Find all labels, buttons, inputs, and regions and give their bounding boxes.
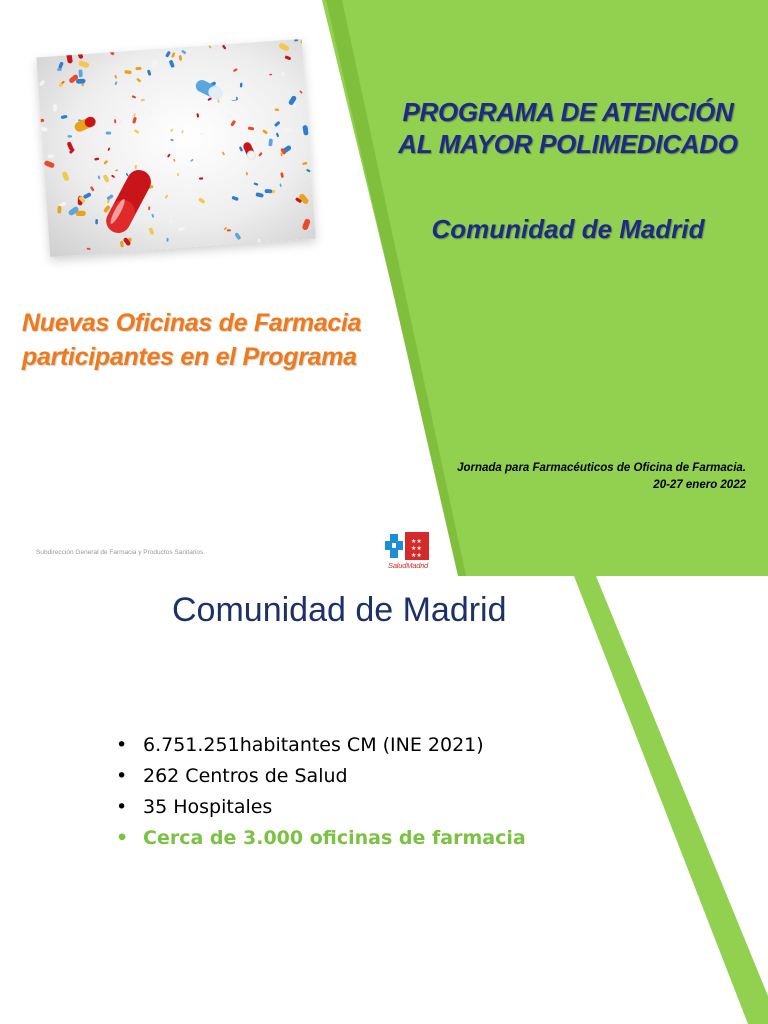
- pill-dot: [131, 95, 136, 99]
- pill-dot: [165, 51, 171, 58]
- pill-dot: [207, 97, 212, 101]
- pill-dot: [234, 232, 241, 240]
- pill-dot: [299, 90, 303, 94]
- pill-dot: [57, 206, 61, 214]
- pill-dot: [78, 69, 82, 77]
- pill-dot: [233, 68, 238, 72]
- pill-dot: [167, 153, 171, 157]
- pill-dot: [239, 146, 243, 152]
- section-title: [22, 306, 402, 374]
- pill-dot: [222, 151, 225, 155]
- pill-dot: [276, 132, 280, 137]
- pill-dot: [148, 206, 150, 210]
- pill-dot: [253, 182, 258, 186]
- pill-dot: [246, 172, 249, 176]
- program-title-line2: AL MAYOR POLIMEDICADO: [398, 129, 738, 159]
- pill-dot: [124, 70, 132, 74]
- pill-dot: [47, 154, 54, 158]
- pills-photo: [36, 39, 315, 257]
- salud-madrid-logo: [384, 530, 432, 574]
- pill-dot: [90, 186, 95, 192]
- pill-dot: [114, 75, 117, 79]
- pill-dot: [87, 248, 91, 250]
- pill-dot: [78, 60, 90, 68]
- pill-dot: [227, 229, 231, 231]
- pill-dot: [170, 128, 174, 132]
- logo-text: SaludMadrid: [388, 561, 428, 570]
- pill-dot: [170, 139, 173, 141]
- pill-dot: [198, 69, 203, 72]
- pill-dot: [248, 126, 255, 130]
- pill-dot: [268, 138, 273, 146]
- slide-title: Comunidad de Madrid: [172, 591, 507, 629]
- pill-dot: [306, 169, 311, 173]
- pill-dot: [58, 61, 64, 69]
- pill-dot: [57, 68, 62, 70]
- pill-dot: [95, 219, 98, 224]
- info-slide: [0, 576, 768, 1024]
- pill-dot: [177, 173, 179, 176]
- pill-dot: [151, 214, 154, 218]
- pill-dot: [280, 172, 284, 178]
- pill-dot: [171, 52, 176, 58]
- pill-dot: [119, 173, 125, 179]
- pill-dot: [114, 81, 117, 85]
- pill-dot: [103, 174, 110, 183]
- pill-dot: [147, 69, 152, 76]
- svg-text:★★: ★★: [411, 552, 422, 559]
- pill-dot: [136, 78, 141, 83]
- pill-dot: [278, 42, 290, 52]
- pill-dot: [262, 129, 268, 134]
- pill-dot: [108, 147, 111, 151]
- pill-dot: [240, 83, 243, 88]
- pill-dot: [302, 218, 312, 231]
- section-title-line1: Nuevas Oficinas de Farmacia: [22, 309, 362, 337]
- pill-dot: [199, 177, 203, 179]
- pill-dot: [135, 67, 141, 70]
- pill-dot: [190, 159, 194, 162]
- program-title: [366, 96, 768, 160]
- list-item: • 6.751.251habitantes CM (INE 2021): [116, 730, 526, 761]
- pill-dot: [302, 162, 307, 166]
- pill-dot: [258, 239, 261, 243]
- footer-text: Subdirección General de Farmacia y Productos Sanitarios.: [36, 549, 206, 556]
- svg-text:★★: ★★: [411, 538, 422, 545]
- pill-dot: [120, 241, 124, 248]
- pill-dot: [62, 171, 70, 182]
- pill-dot: [294, 39, 298, 42]
- pill-dot: [44, 160, 56, 169]
- pill-dot: [119, 97, 125, 102]
- pill-dot: [208, 45, 211, 48]
- pill-dot: [298, 193, 310, 205]
- pill-dot: [179, 55, 183, 61]
- pill-dot: [166, 57, 171, 60]
- pill-dot: [115, 169, 118, 171]
- pill-dot: [230, 120, 236, 127]
- program-subtitle: Comunidad de Madrid: [431, 214, 705, 244]
- pill-dot: [223, 227, 227, 231]
- pill-dot: [274, 121, 281, 127]
- pill-dot: [181, 130, 184, 133]
- pill-dot: [178, 227, 185, 232]
- pill-dot: [126, 173, 129, 177]
- list-item: • 262 Centros de Salud: [116, 761, 526, 792]
- facts-list: [116, 730, 526, 854]
- pill-dot: [166, 238, 168, 242]
- program-title-line1: PROGRAMA DE ATENCIÓN: [402, 97, 734, 127]
- pill-dot: [111, 175, 115, 179]
- event-info: [400, 460, 746, 494]
- pill-dot: [132, 117, 137, 124]
- pill-dot: [279, 183, 281, 187]
- pill-dot: [198, 197, 206, 204]
- pill-dot: [134, 165, 137, 169]
- pill-dot: [169, 60, 175, 69]
- event-date: 20-27 enero 2022: [653, 479, 746, 491]
- pill-dot: [39, 80, 46, 87]
- pill-dot: [83, 192, 92, 199]
- pill-dot: [284, 55, 291, 60]
- list-item-highlight: • Cerca de 3.000 oficinas de farmacia: [116, 823, 526, 854]
- pill-dot: [222, 45, 227, 50]
- pill-dot: [106, 132, 112, 135]
- pill-dot: [217, 99, 220, 103]
- pill-dot: [280, 153, 282, 157]
- section-title-line2: participantes en el Programa: [22, 343, 357, 371]
- pill-dot: [169, 220, 172, 224]
- pill-dot: [164, 194, 168, 199]
- pill-dot: [133, 113, 136, 117]
- svg-text:★★: ★★: [411, 545, 422, 552]
- event-name: Jornada para Farmacéuticos de Oficina de Farmacia.: [457, 462, 746, 474]
- list-item: • 35 Hospitales: [116, 792, 526, 823]
- pill-dot: [274, 108, 279, 111]
- pill-dot: [61, 115, 68, 119]
- pill-dot: [149, 109, 152, 114]
- pill-dot: [258, 152, 263, 157]
- pill-dot: [283, 127, 293, 133]
- pill-dot: [231, 196, 239, 202]
- pill-dot: [53, 104, 57, 111]
- pill-dot: [196, 113, 199, 118]
- pill-dot: [107, 185, 109, 189]
- pill-dot: [200, 133, 204, 136]
- pill-dot: [151, 60, 158, 69]
- pill-dot: [255, 192, 264, 198]
- pill-dot: [140, 99, 145, 102]
- pill-dot: [98, 175, 101, 179]
- pill-dot: [265, 189, 273, 193]
- pills-icon: [36, 39, 315, 257]
- pill-dot: [181, 50, 187, 55]
- logo-icon: [384, 530, 432, 562]
- pill-dot: [269, 74, 272, 76]
- pill-dot: [148, 227, 154, 235]
- pill-dot: [155, 172, 159, 175]
- pill-dot: [76, 79, 86, 84]
- pill-dot: [134, 129, 140, 134]
- pill-dot: [103, 160, 108, 165]
- pill-dot: [148, 196, 153, 203]
- pill-dot: [173, 159, 175, 163]
- pill-dot: [94, 157, 99, 160]
- pill-dot: [67, 135, 72, 137]
- pill-dot: [281, 71, 285, 76]
- pill-dot: [114, 119, 116, 123]
